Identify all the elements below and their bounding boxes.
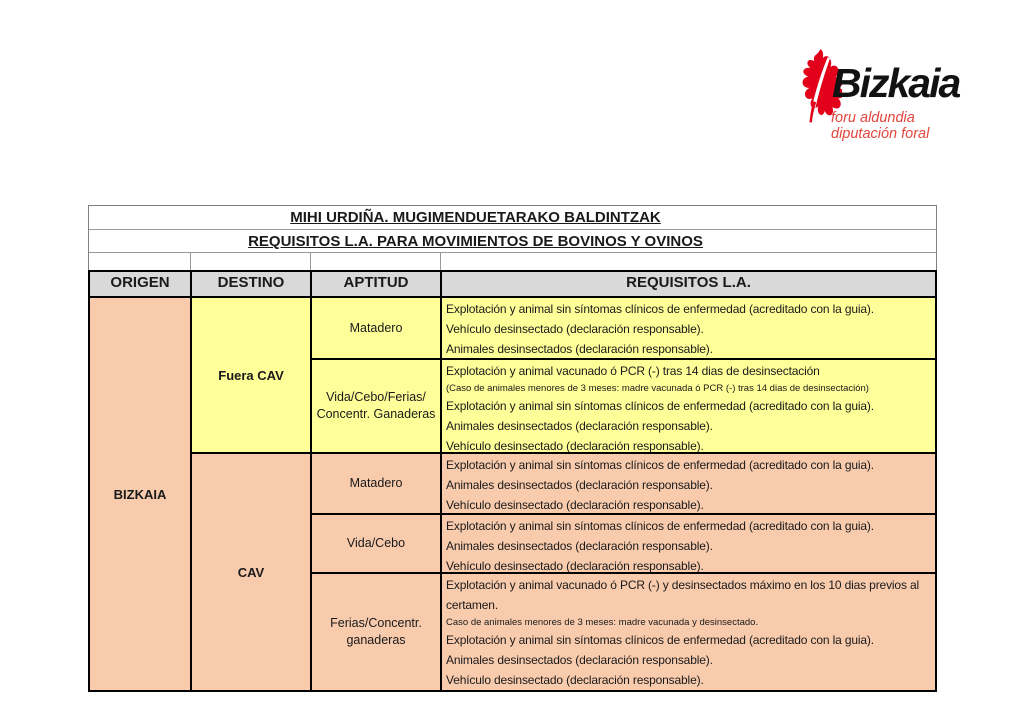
header-aptitud: APTITUD bbox=[312, 272, 442, 298]
table-header-row bbox=[90, 272, 937, 298]
requirement-line: Explotación y animal sin síntomas clínicos de enfermedad (acreditado con la guia). bbox=[446, 302, 874, 316]
logo-brand-text: Bizkaia bbox=[832, 60, 960, 106]
spacer-cell bbox=[191, 253, 311, 270]
aptitud-text bbox=[314, 320, 438, 337]
requirement-line: Animales desinsectados (declaración responsable). bbox=[446, 653, 713, 667]
logo-subtitle-basque: foru aldundia bbox=[831, 110, 915, 126]
aptitud-cell bbox=[312, 360, 442, 454]
requirement-line: Vehículo desinsectado (declaración responsable). bbox=[446, 439, 704, 453]
table-title-basque: MIHI URDIÑA. MUGIMENDUETARAKO BALDINTZAK bbox=[89, 206, 936, 230]
requirement-line: Caso de animales menores de 3 meses: madre vacunada y desinsectado. bbox=[446, 617, 759, 628]
requirement-line: Animales desinsectados (declaración responsable). bbox=[446, 539, 713, 553]
requirements-table bbox=[88, 205, 937, 692]
aptitud-text bbox=[314, 615, 438, 649]
aptitud-line: Matadero bbox=[349, 476, 403, 490]
requirement-line: Animales desinsectados (declaración responsable). bbox=[446, 419, 713, 433]
header-destino: DESTINO bbox=[192, 272, 312, 298]
table-title-spanish: REQUISITOS L.A. PARA MOVIMIENTOS DE BOVINOS Y OVINOS bbox=[89, 230, 936, 253]
bizkaia-logo bbox=[796, 44, 986, 146]
group-rows bbox=[312, 298, 937, 454]
requisitos-cell bbox=[442, 454, 937, 515]
table-row-cav-ferias bbox=[312, 574, 937, 692]
aptitud-cell bbox=[312, 574, 442, 692]
requirement-line: Animales desinsectados (declaración responsable). bbox=[446, 478, 713, 492]
requirement-line: Explotación y animal vacunado ó PCR (-) y desinsectados máximo en los 10 dias previos al certamen. bbox=[446, 578, 920, 612]
aptitud-line: Concentr. Ganaderas bbox=[316, 407, 436, 421]
destino-cell: CAV bbox=[192, 454, 312, 692]
requirement-line: Explotación y animal sin síntomas clínicos de enfermedad (acreditado con la guia). bbox=[446, 458, 874, 472]
requirement-line: Animales desinsectados (declaración responsable). bbox=[446, 342, 713, 356]
table-row-cav-vida-cebo bbox=[312, 515, 937, 574]
header-origen: ORIGEN bbox=[90, 272, 192, 298]
requirement-line: Explotación y animal sin síntomas clínicos de enfermedad (acreditado con la guia). bbox=[446, 633, 874, 647]
table-row-fueracav-matadero bbox=[312, 298, 937, 360]
destination-group-cav bbox=[192, 454, 937, 692]
requirement-line: Vehículo desinsectado (declaración responsable). bbox=[446, 322, 704, 336]
table-row-cav-matadero bbox=[312, 454, 937, 515]
aptitud-text bbox=[314, 535, 438, 552]
destination-groups bbox=[192, 298, 937, 692]
destino-cell: Fuera CAV bbox=[192, 298, 312, 454]
aptitud-text bbox=[314, 475, 438, 492]
aptitud-text bbox=[314, 389, 438, 423]
requirement-line: Explotación y animal sin síntomas clínicos de enfermedad (acreditado con la guia). bbox=[446, 399, 874, 413]
spacer-cell bbox=[89, 253, 191, 270]
spacer-cell bbox=[311, 253, 441, 270]
table-row-fueracav-vida-cebo-ferias bbox=[312, 360, 937, 454]
aptitud-line: Ferias/Concentr. bbox=[330, 616, 422, 630]
origen-cell: BIZKAIA bbox=[90, 298, 192, 692]
logo-subtitle-spanish: diputación foral bbox=[831, 126, 930, 142]
requisitos-cell bbox=[442, 574, 937, 692]
requirement-line: Explotación y animal vacunado ó PCR (-) tras 14 dias de desinsectación bbox=[446, 364, 820, 378]
header-requisitos: REQUISITOS L.A. bbox=[442, 272, 937, 298]
table-body bbox=[90, 298, 937, 692]
requisitos-cell bbox=[442, 515, 937, 574]
requirement-line: Explotación y animal sin síntomas clínicos de enfermedad (acreditado con la guia). bbox=[446, 519, 874, 533]
aptitud-line: Matadero bbox=[349, 320, 403, 335]
destination-group-fuera-cav bbox=[192, 298, 937, 454]
aptitud-line: ganaderas bbox=[346, 633, 406, 647]
aptitud-cell bbox=[312, 298, 442, 360]
requirement-line: Vehículo desinsectado (declaración responsable). bbox=[446, 559, 704, 573]
requirement-line: Vehículo desinsectado (declaración responsable). bbox=[446, 498, 704, 512]
aptitud-cell bbox=[312, 515, 442, 574]
aptitud-line: Vida/Cebo/Ferias/ bbox=[326, 390, 426, 404]
table-main bbox=[88, 270, 937, 692]
requirement-line: Vehículo desinsectado (declaración responsable). bbox=[446, 673, 704, 687]
requirement-line: (Caso de animales menores de 3 meses: madre vacunada ó PCR (-) tras 14 dias de desinsectación) bbox=[446, 383, 869, 394]
aptitud-line: Vida/Cebo bbox=[346, 536, 406, 550]
spacer-cell bbox=[441, 253, 936, 270]
requisitos-cell bbox=[442, 298, 937, 360]
table-titles bbox=[88, 205, 937, 270]
spacer-row bbox=[89, 253, 936, 270]
requisitos-cell bbox=[442, 360, 937, 454]
aptitud-cell bbox=[312, 454, 442, 515]
group-rows bbox=[312, 454, 937, 692]
